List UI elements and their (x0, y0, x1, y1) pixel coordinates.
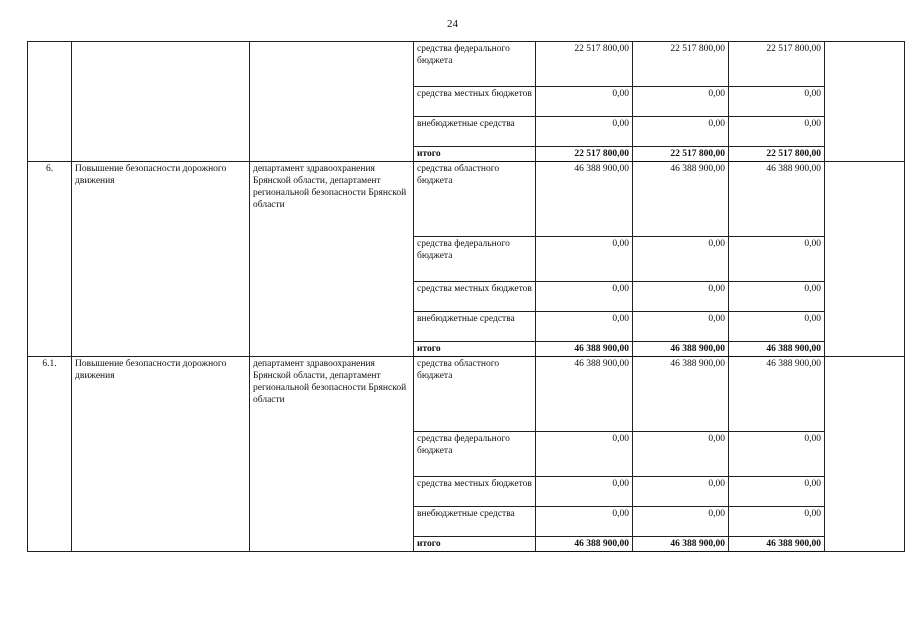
cell-funding-source: средства местных бюджетов (414, 282, 536, 312)
cell-total-amount: 46 388 900,00 (729, 537, 825, 552)
cell-amount: 46 388 900,00 (729, 162, 825, 237)
cell-amount: 0,00 (536, 237, 633, 282)
cell-total-amount: 46 388 900,00 (536, 537, 633, 552)
cell-funding-source: средства областного бюджета (414, 357, 536, 432)
cell-empty (825, 162, 905, 357)
cell-amount: 22 517 800,00 (729, 42, 825, 87)
cell-number (28, 42, 72, 162)
table-row (28, 162, 905, 237)
cell-amount: 0,00 (729, 282, 825, 312)
cell-total-amount: 22 517 800,00 (536, 147, 633, 162)
cell-executor (250, 42, 414, 162)
table-row (28, 42, 905, 87)
cell-amount: 46 388 900,00 (633, 162, 729, 237)
cell-funding-source: средства областного бюджета (414, 162, 536, 237)
cell-total-amount: 46 388 900,00 (729, 342, 825, 357)
cell-total-amount: 46 388 900,00 (633, 537, 729, 552)
cell-amount: 0,00 (536, 477, 633, 507)
cell-amount: 0,00 (633, 87, 729, 117)
cell-amount: 0,00 (536, 507, 633, 537)
cell-funding-source: внебюджетные средства (414, 507, 536, 537)
cell-amount: 46 388 900,00 (633, 357, 729, 432)
cell-activity-name (72, 42, 250, 162)
cell-amount: 0,00 (729, 117, 825, 147)
cell-amount: 0,00 (633, 432, 729, 477)
cell-amount: 0,00 (729, 507, 825, 537)
cell-amount: 22 517 800,00 (633, 42, 729, 87)
page-number: 24 (447, 18, 458, 30)
cell-amount: 46 388 900,00 (536, 162, 633, 237)
cell-number: 6.1. (28, 357, 72, 552)
table-row (28, 357, 905, 432)
cell-amount: 0,00 (729, 312, 825, 342)
cell-total-amount: 46 388 900,00 (536, 342, 633, 357)
cell-amount: 0,00 (633, 312, 729, 342)
cell-total-amount: 22 517 800,00 (633, 147, 729, 162)
cell-amount: 0,00 (729, 432, 825, 477)
cell-executor: департамент здравоохранения Брянской области, департамент региональной безопасности Брянской области (250, 357, 414, 552)
cell-amount: 0,00 (536, 87, 633, 117)
cell-total-amount: 22 517 800,00 (729, 147, 825, 162)
cell-amount: 0,00 (536, 282, 633, 312)
cell-amount: 0,00 (536, 117, 633, 147)
cell-activity-name: Повышение безопасности дорожного движения (72, 162, 250, 357)
cell-empty (825, 42, 905, 162)
cell-amount: 0,00 (633, 237, 729, 282)
cell-funding-source: средства федерального бюджета (414, 42, 536, 87)
cell-funding-source: средства местных бюджетов (414, 87, 536, 117)
cell-funding-source: средства федерального бюджета (414, 432, 536, 477)
cell-amount: 22 517 800,00 (536, 42, 633, 87)
cell-amount: 0,00 (536, 432, 633, 477)
cell-activity-name: Повышение безопасности дорожного движения (72, 357, 250, 552)
cell-amount: 0,00 (633, 117, 729, 147)
cell-amount: 0,00 (729, 237, 825, 282)
cell-amount: 0,00 (729, 477, 825, 507)
budget-table (27, 41, 905, 552)
cell-amount: 46 388 900,00 (729, 357, 825, 432)
cell-amount: 0,00 (536, 312, 633, 342)
cell-amount: 46 388 900,00 (536, 357, 633, 432)
cell-number: 6. (28, 162, 72, 357)
cell-total-amount: 46 388 900,00 (633, 342, 729, 357)
cell-empty (825, 357, 905, 552)
cell-amount: 0,00 (633, 282, 729, 312)
cell-total-label: итого (414, 537, 536, 552)
cell-amount: 0,00 (633, 477, 729, 507)
cell-funding-source: средства федерального бюджета (414, 237, 536, 282)
cell-funding-source: внебюджетные средства (414, 312, 536, 342)
cell-total-label: итого (414, 147, 536, 162)
cell-funding-source: внебюджетные средства (414, 117, 536, 147)
cell-funding-source: средства местных бюджетов (414, 477, 536, 507)
cell-executor: департамент здравоохранения Брянской области, департамент региональной безопасности Брянской области (250, 162, 414, 357)
cell-amount: 0,00 (633, 507, 729, 537)
cell-amount: 0,00 (729, 87, 825, 117)
cell-total-label: итого (414, 342, 536, 357)
